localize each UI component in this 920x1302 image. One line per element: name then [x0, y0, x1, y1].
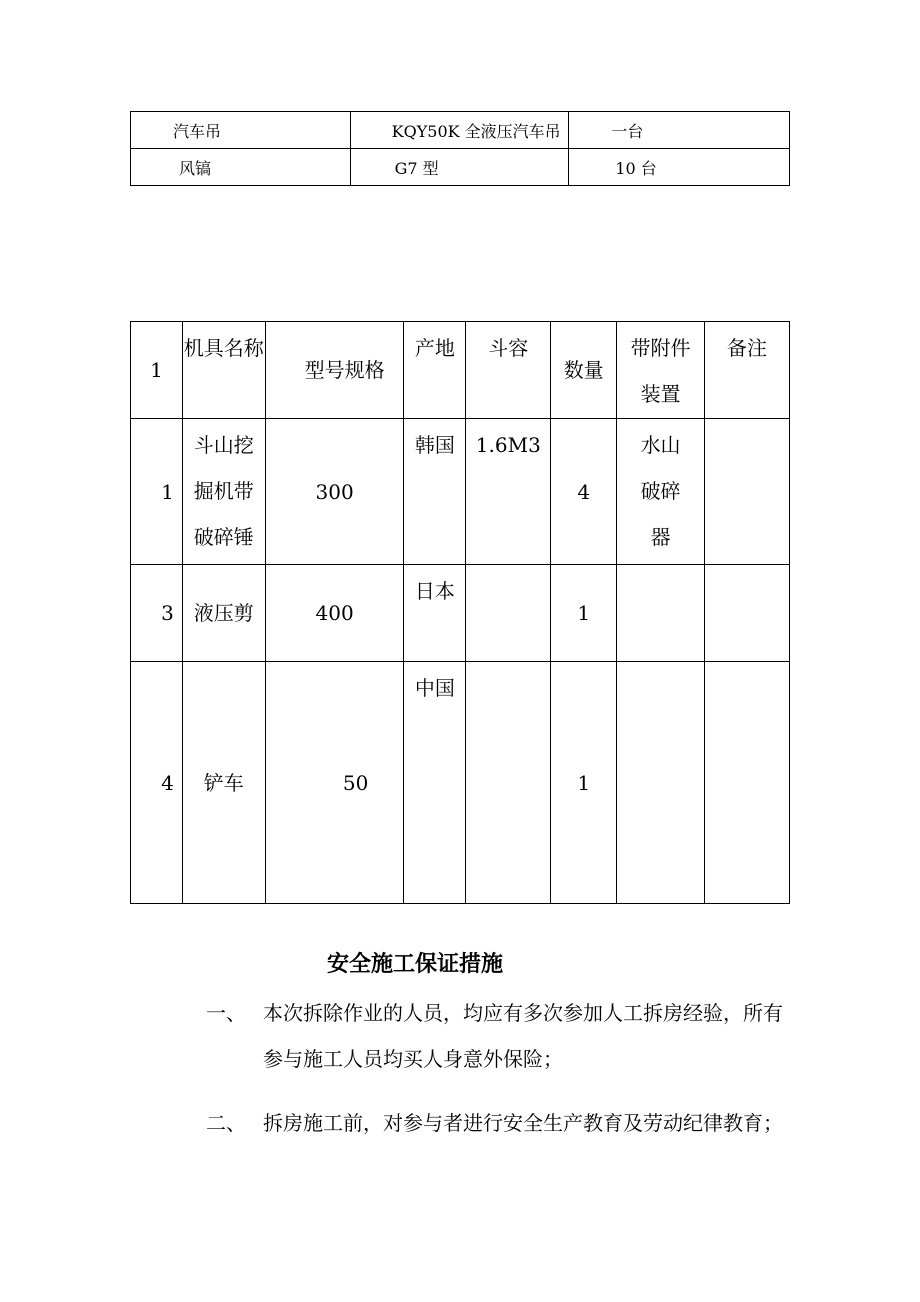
cell-model: 50 [265, 662, 404, 904]
header-origin: 产地 [404, 322, 466, 419]
table-row [131, 565, 790, 662]
item-number: 二、 [206, 1111, 246, 1135]
table-cell [131, 149, 351, 186]
table-cell [569, 112, 790, 149]
header-bucket: 斗容 [466, 322, 551, 419]
cell-qty: 1 [551, 662, 617, 904]
cell-attachment [617, 565, 705, 662]
table-row [131, 112, 790, 149]
table-cell [350, 112, 569, 149]
table-row [131, 662, 790, 904]
cell-qty: 1 [551, 565, 617, 662]
cell-remark [705, 662, 790, 904]
header-remark: 备注 [705, 322, 790, 419]
header-model: 型号规格 [265, 322, 404, 419]
cell-name: 斗山挖掘机带破碎锤 [182, 419, 265, 565]
table-cell [131, 112, 351, 149]
cell-no: 4 [131, 662, 183, 904]
cell-attachment [617, 662, 705, 904]
cell-model: KQY50K 全液压汽车吊 [391, 121, 561, 141]
item-text: 拆房施工前，对参与者进行安全生产教育及劳动纪律教育； [263, 1111, 783, 1135]
cell-qty: 一台 [611, 121, 644, 141]
cell-name: 汽车吊 [173, 121, 222, 141]
table-cell [569, 149, 790, 186]
cell-name: 铲车 [182, 662, 265, 904]
cell-model: 300 [265, 419, 404, 565]
table-cell [350, 149, 569, 186]
cell-no: 3 [131, 565, 183, 662]
table-row [131, 149, 790, 186]
section-title: 安全施工保证措施 [326, 951, 503, 977]
cell-no: 1 [131, 419, 183, 565]
cell-origin: 韩国 [404, 419, 466, 565]
cell-model: 400 [265, 565, 404, 662]
cell-bucket [466, 565, 551, 662]
cell-bucket: 1.6M3 [466, 419, 551, 565]
header-name: 机具名称 [182, 322, 265, 419]
cell-origin: 日本 [404, 565, 466, 662]
cell-qty: 4 [551, 419, 617, 565]
equipment-table-main [130, 321, 790, 904]
item-text: 本次拆除作业的人员，均应有多次参加人工拆房经验，所有参与施工人员均买人身意外保险； [263, 1001, 783, 1071]
item-number: 一、 [206, 1001, 246, 1025]
cell-name: 风镐 [179, 158, 212, 178]
cell-attachment: 水山破碎器 [617, 419, 705, 565]
cell-remark [705, 565, 790, 662]
cell-model: G7 型 [394, 158, 439, 178]
cell-remark [705, 419, 790, 565]
header-attachment: 带附件装置 [617, 322, 705, 419]
cell-bucket [466, 662, 551, 904]
header-qty: 数量 [551, 322, 617, 419]
cell-origin: 中国 [404, 662, 466, 904]
equipment-table-top [130, 111, 790, 186]
header-no: 1 [131, 322, 183, 419]
table-header-row [131, 322, 790, 419]
cell-name: 液压剪 [182, 565, 265, 662]
table-row [131, 419, 790, 565]
cell-qty: 10 台 [615, 158, 657, 178]
